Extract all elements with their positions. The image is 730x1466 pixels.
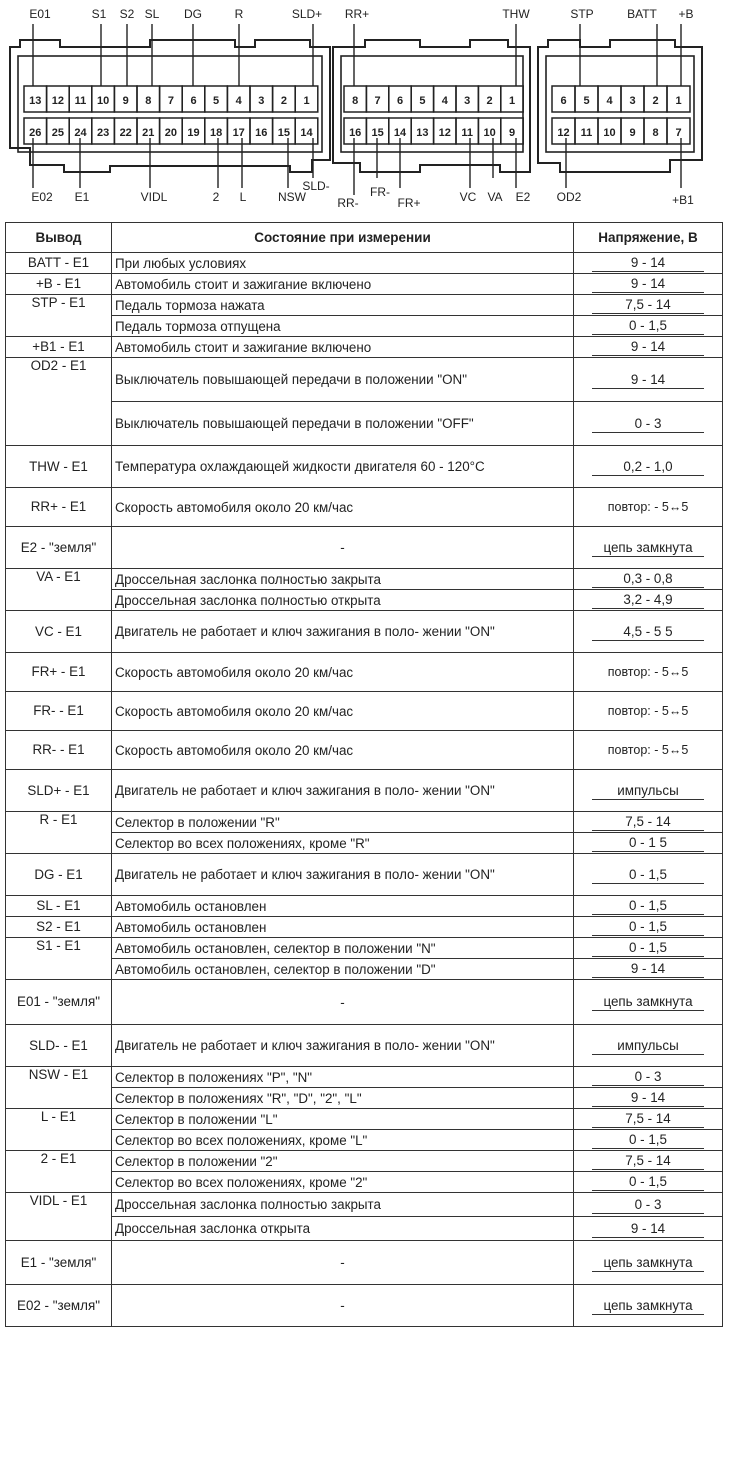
condition-cell: Дроссельная заслонка полностью закрыта — [112, 1193, 574, 1217]
condition-cell: Селектор во всех положениях, кроме "2" — [112, 1172, 574, 1193]
voltage-value: 0,2 - 1,0 — [592, 458, 704, 476]
pin-label: OD2 — [556, 190, 582, 204]
pin-number: 4 — [606, 95, 613, 107]
pin-label: VC — [459, 190, 477, 204]
pin-label: E1 — [74, 190, 90, 204]
pin-cell: DG - E1 — [6, 854, 112, 896]
pin-label: L — [239, 190, 247, 204]
table-row — [6, 1172, 723, 1193]
pin-label: DG — [184, 7, 202, 21]
table-row — [6, 896, 723, 917]
pin-number: 1 — [303, 95, 310, 107]
pin-number: 12 — [51, 95, 65, 107]
pin-number: 5 — [419, 95, 426, 107]
voltage-value: 9 - 14 — [592, 1089, 704, 1107]
voltage-cell — [574, 253, 723, 274]
voltage-cell — [574, 1193, 723, 1217]
voltage-cell — [574, 731, 723, 770]
pin-number: 6 — [190, 95, 197, 107]
condition-cell: Двигатель не работает и ключ зажигания в поло- жении "ON" — [112, 611, 574, 653]
pin-cell: BATT - E1 — [6, 253, 112, 274]
pin-cell: E02 - "земля" — [6, 1285, 112, 1327]
condition-cell: Выключатель повышающей передачи в положении "OFF" — [112, 402, 574, 446]
voltage-value: 9 - 14 — [592, 371, 704, 389]
voltage-cell — [574, 653, 723, 692]
voltage-cell — [574, 980, 723, 1025]
voltage-cell — [574, 959, 723, 980]
pin-label: E01 — [29, 7, 51, 21]
pin-label: E02 — [31, 190, 53, 204]
table-row — [6, 611, 723, 653]
pin-cell: SL - E1 — [6, 896, 112, 917]
pin-number: 11 — [461, 127, 474, 139]
table-row — [6, 590, 723, 611]
pin-label: SLD+ — [291, 7, 323, 21]
pin-label: FR+ — [397, 196, 421, 210]
table-row — [6, 1025, 723, 1067]
pin-number: 12 — [438, 127, 451, 139]
voltage-cell — [574, 938, 723, 959]
table-row — [6, 1151, 723, 1172]
voltage-cell — [574, 1241, 723, 1285]
pin-label: R — [234, 7, 244, 21]
pin-cell: VIDL - E1 — [6, 1193, 112, 1241]
voltage-cell — [574, 402, 723, 446]
condition-cell: Скорость автомобиля около 20 км/час — [112, 692, 574, 731]
pin-cell: R - E1 — [6, 812, 112, 854]
voltage-value: 9 - 14 — [592, 338, 704, 356]
condition-cell: - — [112, 1285, 574, 1327]
voltage-value: цепь замкнута — [592, 1254, 704, 1272]
voltage-value: повтор: - 5↔5 — [607, 500, 689, 514]
voltage-value: 9 - 14 — [592, 1220, 704, 1238]
pin-label: RR+ — [344, 7, 370, 21]
pin-number: 8 — [352, 95, 359, 107]
condition-cell: Селектор в положении "2" — [112, 1151, 574, 1172]
voltage-cell — [574, 274, 723, 295]
voltage-cell — [574, 488, 723, 527]
voltage-value: цепь замкнута — [592, 993, 704, 1011]
voltage-value: 0 - 1,5 — [592, 317, 704, 335]
pin-label: THW — [502, 7, 530, 21]
pin-label: E2 — [515, 190, 531, 204]
pin-cell: SLD+ - E1 — [6, 770, 112, 812]
header-pin: Вывод — [6, 223, 112, 253]
voltage-cell — [574, 1025, 723, 1067]
pin-label: VIDL — [140, 190, 168, 204]
condition-cell: - — [112, 527, 574, 569]
table-row — [6, 527, 723, 569]
top-pin-labels — [29, 7, 693, 21]
pin-number: 8 — [652, 127, 659, 139]
pin-label: RR- — [337, 196, 359, 210]
table-row — [6, 295, 723, 316]
condition-cell: - — [112, 1241, 574, 1285]
pin-number: 8 — [145, 95, 152, 107]
condition-cell: При любых условиях — [112, 253, 574, 274]
voltage-value: повтор: - 5↔5 — [607, 743, 689, 757]
pin-number: 11 — [580, 127, 593, 139]
voltage-value: повтор: - 5↔5 — [607, 665, 689, 679]
condition-cell: Селектор в положениях "R", "D", "2", "L" — [112, 1088, 574, 1109]
pin-number: 18 — [209, 127, 223, 139]
voltage-cell — [574, 611, 723, 653]
pin-number: 6 — [560, 95, 567, 107]
pin-number: 3 — [258, 95, 265, 107]
pin-cell: S1 - E1 — [6, 938, 112, 980]
pin-number: 9 — [629, 127, 636, 139]
voltage-value: цепь замкнута — [592, 539, 704, 557]
pin-number: 7 — [675, 127, 682, 139]
voltage-value: повтор: - 5↔5 — [607, 704, 689, 718]
voltage-value: импульсы — [592, 1037, 704, 1055]
condition-cell: Селектор во всех положениях, кроме "L" — [112, 1130, 574, 1151]
voltage-value: 7,5 - 14 — [592, 1152, 704, 1170]
pin-number: 19 — [187, 127, 200, 139]
table-row — [6, 1241, 723, 1285]
connector-diagram — [0, 0, 730, 215]
pin-cell: +B1 - E1 — [6, 337, 112, 358]
pin-cell: E01 - "земля" — [6, 980, 112, 1025]
table-body — [6, 253, 723, 1327]
voltage-cell — [574, 833, 723, 854]
voltage-value: 7,5 - 14 — [592, 1110, 704, 1128]
voltage-cell — [574, 917, 723, 938]
voltage-cell — [574, 295, 723, 316]
pin-label: FR- — [370, 185, 390, 199]
voltage-value: 9 - 14 — [592, 254, 704, 272]
table-row — [6, 770, 723, 812]
condition-cell: Педаль тормоза отпущена — [112, 316, 574, 337]
condition-cell: Дроссельная заслонка открыта — [112, 1217, 574, 1241]
pin-label: STP — [570, 7, 594, 21]
voltage-cell — [574, 692, 723, 731]
pin-cell: THW - E1 — [6, 446, 112, 488]
table-row — [6, 253, 723, 274]
pin-number: 10 — [96, 95, 110, 107]
pin-cell: E2 - "земля" — [6, 527, 112, 569]
table-row — [6, 1067, 723, 1088]
voltage-value: 7,5 - 14 — [592, 296, 704, 314]
pin-number: 9 — [122, 95, 129, 107]
table-row — [6, 938, 723, 959]
table-row — [6, 274, 723, 295]
pin-cell: OD2 - E1 — [6, 358, 112, 446]
pin-number: 7 — [167, 95, 174, 107]
pin-number: 22 — [119, 127, 132, 139]
pin-label: 2 — [212, 190, 220, 204]
pin-label: SLD- — [302, 179, 330, 193]
condition-cell: Скорость автомобиля около 20 км/час — [112, 731, 574, 770]
pin-cell: STP - E1 — [6, 295, 112, 337]
condition-cell: - — [112, 980, 574, 1025]
condition-cell: Автомобиль стоит и зажигание включено — [112, 274, 574, 295]
condition-cell: Селектор во всех положениях, кроме "R" — [112, 833, 574, 854]
pin-number: 13 — [29, 95, 42, 107]
pin-label: +B — [678, 7, 694, 21]
table-row — [6, 569, 723, 590]
pin-cell: +B - E1 — [6, 274, 112, 295]
pin-cell: E1 - "земля" — [6, 1241, 112, 1285]
pin-number: 14 — [393, 127, 407, 139]
condition-cell: Педаль тормоза нажата — [112, 295, 574, 316]
pin-number: 15 — [371, 127, 384, 139]
pin-number: 17 — [232, 127, 245, 139]
voltage-cell — [574, 1067, 723, 1088]
pin-label: S1 — [91, 7, 107, 21]
voltage-value: цепь замкнута — [592, 1297, 704, 1315]
pin-cell: VA - E1 — [6, 569, 112, 611]
table-row — [6, 337, 723, 358]
condition-cell: Скорость автомобиля около 20 км/час — [112, 488, 574, 527]
table-row — [6, 488, 723, 527]
pin-number: 7 — [374, 95, 381, 107]
condition-cell: Двигатель не работает и ключ зажигания в поло- жении "ON" — [112, 854, 574, 896]
voltage-cell — [574, 337, 723, 358]
voltage-value: 0,3 - 0,8 — [592, 570, 704, 588]
pin-number: 12 — [557, 127, 570, 139]
table-row — [6, 833, 723, 854]
pin-number: 20 — [164, 127, 178, 139]
pin-number: 15 — [277, 127, 291, 139]
voltage-cell — [574, 569, 723, 590]
voltage-cell — [574, 812, 723, 833]
table-row — [6, 980, 723, 1025]
voltage-value: 0 - 1 5 — [592, 834, 704, 852]
voltage-cell — [574, 770, 723, 812]
condition-cell: Селектор в положении "L" — [112, 1109, 574, 1130]
pin-cell: FR- - E1 — [6, 692, 112, 731]
pin-number: 9 — [508, 127, 516, 139]
pin-number: 4 — [235, 95, 242, 107]
pin-cell: S2 - E1 — [6, 917, 112, 938]
pin-number: 3 — [629, 95, 636, 107]
voltage-value: 0 - 1,5 — [592, 939, 704, 957]
pin-number: 23 — [96, 127, 110, 139]
table-row — [6, 358, 723, 402]
table-row — [6, 1193, 723, 1217]
pin-number: 11 — [74, 95, 87, 107]
voltage-value: 0 - 3 — [592, 1196, 704, 1214]
condition-cell: Селектор в положениях "P", "N" — [112, 1067, 574, 1088]
pin-number: 16 — [349, 127, 362, 139]
pin-number: 26 — [29, 127, 42, 139]
table-row — [6, 446, 723, 488]
pin-label: BATT — [627, 7, 657, 21]
condition-cell: Дроссельная заслонка полностью открыта — [112, 590, 574, 611]
pin-number: 2 — [652, 95, 659, 107]
voltage-cell — [574, 1109, 723, 1130]
voltage-value: 0 - 3 — [592, 415, 704, 433]
condition-cell: Выключатель повышающей передачи в положении "ON" — [112, 358, 574, 402]
condition-cell: Автомобиль остановлен, селектор в положении "N" — [112, 938, 574, 959]
voltage-cell — [574, 854, 723, 896]
pin-cell: 2 - E1 — [6, 1151, 112, 1193]
table-row — [6, 1130, 723, 1151]
voltage-cell — [574, 1217, 723, 1241]
voltage-value: 0 - 1,5 — [592, 1173, 704, 1191]
voltage-cell — [574, 1130, 723, 1151]
voltage-cell — [574, 1088, 723, 1109]
voltage-value: 0 - 1,5 — [592, 918, 704, 936]
voltage-value: 0 - 1,5 — [592, 897, 704, 915]
table-row — [6, 402, 723, 446]
table-row — [6, 731, 723, 770]
voltage-value: 3,2 - 4,9 — [592, 591, 704, 609]
voltage-cell — [574, 1151, 723, 1172]
pin-cell: RR- - E1 — [6, 731, 112, 770]
pin-number: 10 — [483, 127, 496, 139]
voltage-cell — [574, 1285, 723, 1327]
voltage-value: 7,5 - 14 — [592, 813, 704, 831]
table-row — [6, 812, 723, 833]
pin-cell: VC - E1 — [6, 611, 112, 653]
table-row — [6, 1217, 723, 1241]
voltage-value: 9 - 14 — [592, 275, 704, 293]
pin-label: VA — [487, 190, 503, 204]
bottom-pin-labels — [31, 179, 694, 210]
pin-number: 16 — [255, 127, 268, 139]
table-row — [6, 1088, 723, 1109]
table-row — [6, 692, 723, 731]
voltage-cell — [574, 358, 723, 402]
voltage-value: 0 - 1,5 — [592, 1131, 704, 1149]
pin-number: 10 — [603, 127, 616, 139]
voltage-cell — [574, 316, 723, 337]
table-row — [6, 316, 723, 337]
pin-cell: L - E1 — [6, 1109, 112, 1151]
voltage-cell — [574, 1172, 723, 1193]
pin-cell: FR+ - E1 — [6, 653, 112, 692]
pin-number: 25 — [51, 127, 65, 139]
pin-label: S2 — [119, 7, 135, 21]
table-row — [6, 653, 723, 692]
condition-cell: Селектор в положении "R" — [112, 812, 574, 833]
voltage-cell — [574, 590, 723, 611]
voltage-value: 4,5 - 5 5 — [592, 623, 704, 641]
pin-number: 24 — [74, 127, 87, 139]
pin-number: 6 — [396, 95, 404, 107]
pin-cell: SLD- - E1 — [6, 1025, 112, 1067]
pin-number: 4 — [441, 95, 448, 107]
connector-pins — [24, 86, 690, 144]
pin-number: 14 — [300, 127, 313, 139]
condition-cell: Двигатель не работает и ключ зажигания в поло- жении "ON" — [112, 770, 574, 812]
table-row — [6, 917, 723, 938]
condition-cell: Автомобиль остановлен, селектор в положении "D" — [112, 959, 574, 980]
pin-number: 2 — [486, 95, 493, 107]
condition-cell: Двигатель не работает и ключ зажигания в поло- жении "ON" — [112, 1025, 574, 1067]
pin-number: 3 — [464, 95, 471, 107]
condition-cell: Скорость автомобиля около 20 км/час — [112, 653, 574, 692]
condition-cell: Автомобиль остановлен — [112, 917, 574, 938]
condition-cell: Автомобиль стоит и зажигание включено — [112, 337, 574, 358]
table-header-row — [6, 223, 723, 253]
pin-cell: NSW - E1 — [6, 1067, 112, 1109]
voltage-value: 9 - 14 — [592, 960, 704, 978]
voltage-cell — [574, 896, 723, 917]
pin-label: SL — [144, 7, 160, 21]
voltage-value: импульсы — [592, 782, 704, 800]
table-row — [6, 854, 723, 896]
voltage-cell — [574, 527, 723, 569]
pin-number: 1 — [675, 95, 682, 107]
table-row — [6, 1285, 723, 1327]
condition-cell: Дроссельная заслонка полностью закрыта — [112, 569, 574, 590]
pin-number: 5 — [213, 95, 220, 107]
pin-number: 13 — [416, 127, 429, 139]
condition-cell: Температура охлаждающей жидкости двигателя 60 - 120°С — [112, 446, 574, 488]
pin-number: 21 — [142, 127, 155, 139]
pin-number: 2 — [280, 95, 287, 107]
pin-label: +B1 — [672, 193, 694, 207]
header-voltage: Напряжение, В — [574, 223, 723, 253]
header-condition: Состояние при измерении — [112, 223, 574, 253]
pin-label: NSW — [278, 190, 306, 204]
pin-number: 5 — [583, 95, 590, 107]
pin-voltage-table — [5, 222, 723, 1327]
voltage-value: 0 - 3 — [592, 1068, 704, 1086]
pin-cell: RR+ - E1 — [6, 488, 112, 527]
table-row — [6, 959, 723, 980]
table-row — [6, 1109, 723, 1130]
voltage-value: 0 - 1,5 — [592, 866, 704, 884]
condition-cell: Автомобиль остановлен — [112, 896, 574, 917]
voltage-cell — [574, 446, 723, 488]
pin-number: 1 — [508, 95, 516, 107]
